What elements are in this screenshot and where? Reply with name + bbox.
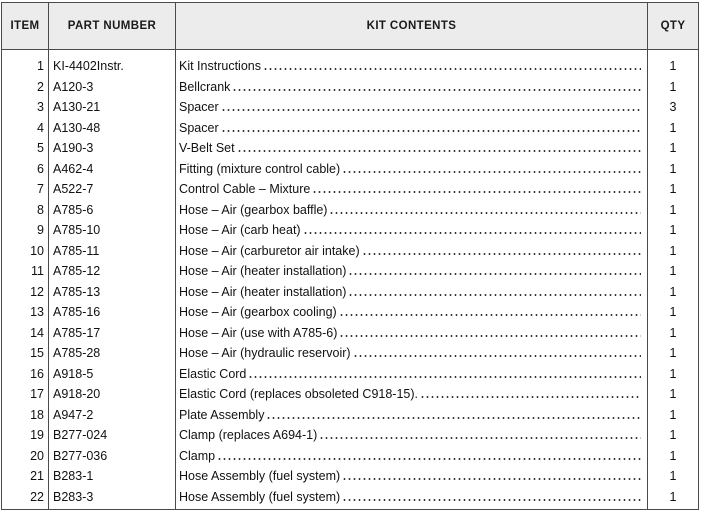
item-description: Control Cable – Mixture — [179, 182, 311, 197]
dot-leader — [319, 437, 641, 439]
item-description: Clamp (replaces A694-1) — [179, 428, 318, 443]
dot-leader — [248, 376, 641, 378]
part-number: A918-5 — [49, 363, 176, 384]
item-description: Hose – Air (heater installation) — [179, 284, 347, 299]
table-row — [2, 445, 699, 466]
kit-contents-cell — [176, 261, 648, 282]
item-description: V-Belt Set — [179, 141, 235, 156]
table-body — [2, 50, 699, 510]
part-number: A785-28 — [49, 343, 176, 364]
item-number: 10 — [2, 240, 49, 261]
dot-leader — [348, 294, 641, 296]
item-description: Spacer — [179, 100, 219, 115]
header-qty: QTY — [648, 3, 699, 50]
header-kit-contents: KIT CONTENTS — [176, 3, 648, 50]
item-number: 8 — [2, 199, 49, 220]
item-description: Hose – Air (carburetor air intake) — [179, 243, 360, 258]
table-row — [2, 281, 699, 302]
kit-contents-cell — [176, 240, 648, 261]
dot-leader — [312, 191, 641, 193]
item-number: 19 — [2, 425, 49, 446]
quantity: 1 — [648, 117, 699, 138]
part-number: B283-3 — [49, 486, 176, 509]
kit-contents-cell — [176, 363, 648, 384]
table-row — [2, 343, 699, 364]
item-number: 6 — [2, 158, 49, 179]
quantity: 1 — [648, 158, 699, 179]
header-part-number: PART NUMBER — [49, 3, 176, 50]
part-number: A785-10 — [49, 220, 176, 241]
dot-leader — [362, 253, 641, 255]
item-description: Bellcrank — [179, 79, 231, 94]
part-number: A522-7 — [49, 179, 176, 200]
dot-leader — [237, 150, 641, 152]
dot-leader — [217, 458, 641, 460]
quantity: 1 — [648, 179, 699, 200]
part-number: KI-4402Instr. — [49, 50, 176, 77]
table-row — [2, 363, 699, 384]
kit-contents-cell — [176, 322, 648, 343]
table-row — [2, 199, 699, 220]
dot-leader — [303, 232, 641, 234]
header-item: ITEM — [2, 3, 49, 50]
item-description: Fitting (mixture control cable) — [179, 161, 341, 176]
item-number: 3 — [2, 97, 49, 118]
quantity: 1 — [648, 261, 699, 282]
table-row — [2, 50, 699, 77]
kit-contents-cell — [176, 97, 648, 118]
kit-contents-cell — [176, 158, 648, 179]
item-description: Hose – Air (gearbox baffle) — [179, 202, 328, 217]
kit-contents-cell — [176, 138, 648, 159]
table-header-row — [2, 3, 699, 50]
dot-leader — [232, 89, 641, 91]
quantity: 1 — [648, 302, 699, 323]
dot-leader — [329, 212, 641, 214]
part-number: A918-20 — [49, 384, 176, 405]
item-number: 7 — [2, 179, 49, 200]
table-row — [2, 117, 699, 138]
item-description: Hose – Air (gearbox cooling) — [179, 305, 337, 320]
kit-contents-cell — [176, 281, 648, 302]
item-description: Hose – Air (heater installation) — [179, 264, 347, 279]
part-number: A130-48 — [49, 117, 176, 138]
quantity: 1 — [648, 240, 699, 261]
part-number: A120-3 — [49, 76, 176, 97]
item-number: 18 — [2, 404, 49, 425]
item-number: 9 — [2, 220, 49, 241]
quantity: 1 — [648, 384, 699, 405]
dot-leader — [348, 273, 641, 275]
part-number: A785-16 — [49, 302, 176, 323]
quantity: 1 — [648, 404, 699, 425]
quantity: 1 — [648, 50, 699, 77]
item-number: 17 — [2, 384, 49, 405]
dot-leader — [339, 335, 641, 337]
item-number: 21 — [2, 466, 49, 487]
item-number: 22 — [2, 486, 49, 509]
quantity: 1 — [648, 220, 699, 241]
table-row — [2, 404, 699, 425]
dot-leader — [342, 171, 641, 173]
dot-leader — [221, 109, 641, 111]
kit-contents-cell — [176, 404, 648, 425]
quantity: 1 — [648, 138, 699, 159]
table-row — [2, 425, 699, 446]
item-number: 12 — [2, 281, 49, 302]
item-number: 15 — [2, 343, 49, 364]
table-row — [2, 486, 699, 509]
item-description: Hose Assembly (fuel system) — [179, 489, 341, 504]
kit-contents-cell — [176, 220, 648, 241]
kit-contents-cell — [176, 50, 648, 77]
kit-contents-cell — [176, 384, 648, 405]
part-number: A947-2 — [49, 404, 176, 425]
item-description: Plate Assembly — [179, 407, 265, 422]
kit-contents-cell — [176, 425, 648, 446]
item-description: Clamp — [179, 448, 216, 463]
part-number: B277-024 — [49, 425, 176, 446]
part-number: B277-036 — [49, 445, 176, 466]
item-description: Hose – Air (use with A785-6) — [179, 325, 338, 340]
dot-leader — [266, 417, 641, 419]
table-row — [2, 261, 699, 282]
table-row — [2, 76, 699, 97]
kit-contents-cell — [176, 302, 648, 323]
item-number: 2 — [2, 76, 49, 97]
table-row — [2, 138, 699, 159]
table-row — [2, 322, 699, 343]
part-number: A785-12 — [49, 261, 176, 282]
table-row — [2, 384, 699, 405]
quantity: 1 — [648, 363, 699, 384]
quantity: 1 — [648, 199, 699, 220]
dot-leader — [342, 499, 641, 501]
table-row — [2, 97, 699, 118]
kit-contents-cell — [176, 486, 648, 509]
kit-contents-cell — [176, 117, 648, 138]
dot-leader — [339, 314, 641, 316]
quantity: 1 — [648, 425, 699, 446]
quantity: 1 — [648, 486, 699, 509]
item-description: Elastic Cord — [179, 366, 247, 381]
part-number: A785-13 — [49, 281, 176, 302]
item-number: 16 — [2, 363, 49, 384]
part-number: A130-21 — [49, 97, 176, 118]
kit-contents-cell — [176, 466, 648, 487]
item-description: Hose – Air (hydraulic reservoir) — [179, 346, 351, 361]
dot-leader — [263, 68, 641, 70]
item-description: Spacer — [179, 120, 219, 135]
part-number: A462-4 — [49, 158, 176, 179]
dot-leader — [221, 130, 641, 132]
table-row — [2, 302, 699, 323]
table-row — [2, 466, 699, 487]
table-row — [2, 158, 699, 179]
dot-leader — [420, 396, 641, 398]
quantity: 1 — [648, 343, 699, 364]
item-number: 14 — [2, 322, 49, 343]
part-number: A785-17 — [49, 322, 176, 343]
kit-contents-cell — [176, 343, 648, 364]
kit-contents-cell — [176, 179, 648, 200]
item-description: Hose Assembly (fuel system) — [179, 469, 341, 484]
kit-contents-cell — [176, 445, 648, 466]
dot-leader — [342, 478, 641, 480]
part-number: A785-11 — [49, 240, 176, 261]
quantity: 1 — [648, 322, 699, 343]
kit-contents-cell — [176, 199, 648, 220]
kit-contents-table — [1, 2, 699, 510]
table-row — [2, 220, 699, 241]
quantity: 3 — [648, 97, 699, 118]
item-description: Kit Instructions — [179, 59, 261, 74]
item-description: Elastic Cord (replaces obsoleted C918-15). — [179, 387, 419, 402]
item-number: 20 — [2, 445, 49, 466]
dot-leader — [353, 355, 641, 357]
item-number: 13 — [2, 302, 49, 323]
item-number: 1 — [2, 50, 49, 77]
item-number: 4 — [2, 117, 49, 138]
quantity: 1 — [648, 76, 699, 97]
kit-contents-cell — [176, 76, 648, 97]
quantity: 1 — [648, 466, 699, 487]
table-row — [2, 240, 699, 261]
quantity: 1 — [648, 281, 699, 302]
part-number: A190-3 — [49, 138, 176, 159]
quantity: 1 — [648, 445, 699, 466]
item-description: Hose – Air (carb heat) — [179, 223, 301, 238]
table-row — [2, 179, 699, 200]
item-number: 11 — [2, 261, 49, 282]
part-number: B283-1 — [49, 466, 176, 487]
item-number: 5 — [2, 138, 49, 159]
part-number: A785-6 — [49, 199, 176, 220]
